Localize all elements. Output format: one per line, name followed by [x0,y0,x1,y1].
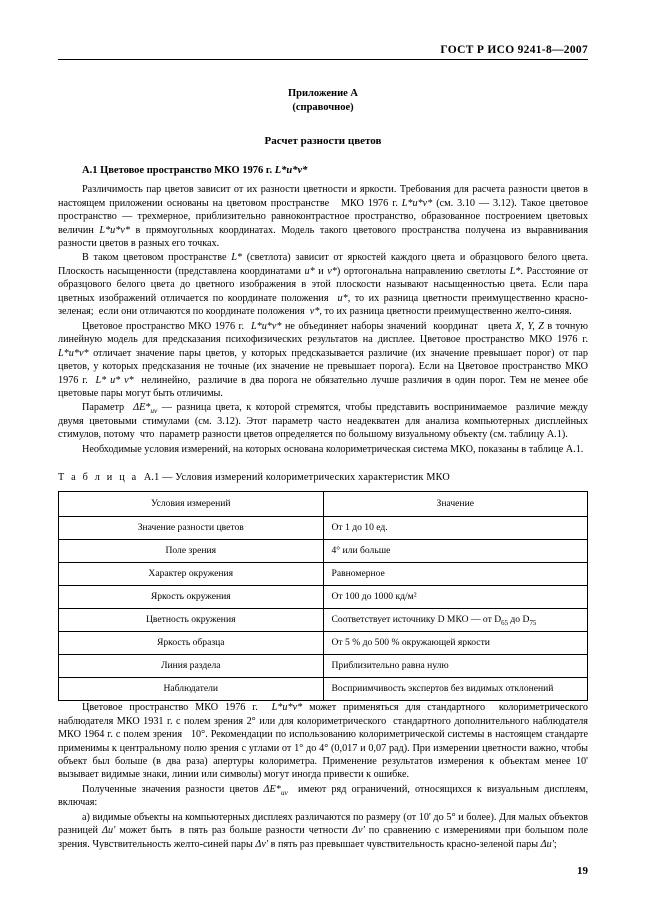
cell-condition: Линия раздела [59,655,324,678]
table-header-row [59,492,588,517]
table-caption-text: А.1 — Условия измерений колориметрических характеристик МКО [143,472,450,484]
table-row [59,517,588,540]
cell-value: Приблизительно равна нулю [323,655,588,678]
cell-value: От 1 до 10 ед. [323,517,588,540]
page-number: 19 [577,865,588,877]
paragraph-7: Полученные значения разности цветов $\Delta E*_{uv}$ имеют ряд ограничений, относящихся к визуальным дисплеям, включая: [58,783,588,809]
paragraph-3: Цветовое пространство МКО 1976 г. L*u*v* не объединяет наборы значений координат цвета X, Y, Z в точную линейную модель для предсказания психофизических результатов на дисплее. Цветовое пространство МКО 1976 г. L*u*v* отличает значение пары цветов, у которых предсказывается различие (их значение превышает порог) от пар цветов, у которых предсказания не точные (их значение не превышает порога). Если на Цветовое пространство МКО 1976 г. L* u* v* нелинейно, различие в два порога не обязательно лучше различия в один порог. Тем не менее обе цветовые пары могут быть отличимы. [58,320,589,400]
standard-reference: ГОСТ Р ИСО 9241-8—2007 [440,44,588,56]
table-row [59,655,588,678]
table-row [59,632,588,655]
header-divider [58,59,588,60]
cell-condition: Яркость окружения [59,586,324,609]
cie-conditions-table [58,491,588,701]
table-row [59,563,588,586]
page-header [58,0,588,56]
paragraph-6: Цветовое пространство МКО 1976 г. L*u*v* может применяться для стандартного колориметрического наблюдателя МКО 1931 г. с полем зрения 2° или для колориметрического стандартного дополнительного наблюдателя МКО 1964 г. с полем зрения 10°. Рекомендации по использованию колориметрической системы в настоящем стандарте применимы к центральному полю зрения с углами от 1° до 4° (0,017 и 0,07 рад). При измерении цветности важно, чтобы объект был больше (в два раза) апертуры колориметра. Применение результатов измерения к объектам менее 10' вызывает видимые знаки, линии или символы) могут иногда привести к ошибке. [58,702,588,781]
cell-condition: Яркость образца [59,632,324,655]
cell-condition: Значение разности цветов [59,517,324,540]
paragraph-4: Параметр $\Delta E*_{uv}$ — разница цвета, к которой стремятся, чтобы представить воспринимаемое различие между двумя цветовыми стимулами (см. 3.12). Этот параметр часто неадекватен для анализа компьютерных дисплейных стимулов, потому что параметр разности цветов определяется по большому визуальному объекту (см. таблицу А.1). [58,402,588,441]
annex-title: Приложение А [287,88,359,99]
annex-subtitle: (справочное) [292,102,354,114]
table-row [59,540,588,563]
cell-condition: Наблюдатели [59,678,324,701]
paragraph-1: Различимость пар цветов зависит от их разности цветности и яркости. Требования для расчета разности цветов в настоящем приложении основаны на цветовом пространстве МКО 1976 г. L*u*v* (см. 3.10 — 3.12). Такое цветовое пространство — трехмерное, приблизительно равноконтрастное пространство, образованное построением цветовых величин L*u*v* в прямоугольных координатах. Модель такого цветового пространства получена из выравнивания разности цветов в разных его точках. [58,184,589,250]
cell-value: Соответствует источнику D МКО — от $D_{65}$ до $D_{75}$ [323,609,588,632]
table-caption: Т а б л и ц а А.1 — Условия измерений колориметрических характеристик МКО [58,472,450,484]
cell-condition: Цветность окружения [59,609,324,632]
paragraph-2: В таком цветовом пространстве L* (светлота) зависит от яркостей каждого цвета и образцового белого цвета. Плоскость насыщенности (представлена координатами u* и v*) ортогональна направлению светлоты L*. Расстояние от образцового белого цвета до цветного изображения в этой плоскости называют насыщенностью цвета. Если пара цветных изображений отличается по координате положения u*, то их разница цветности преимущественно красно-зеленая; если они отличаются по координате положения v*, то их разница цветности преимущественно желто-синяя. [58,252,589,318]
cell-value: 4° или больше [323,540,588,563]
column-header-conditions: Условия измерений [59,492,324,517]
cell-condition: Характер окружения [59,563,324,586]
table-row [59,586,588,609]
cell-value: Равномерное [323,563,588,586]
table-row [59,609,588,632]
cell-value: От 100 до 1000 кд/м² [323,586,588,609]
paragraph-8: а) видимые объекты на компьютерных дисплеях различаются по размеру (от 10' до 5° и более). Для малых объектов разницей Δu' может быть в пять раз больше разности четности Δv' по сравнению с измерениями при большом поле зрения. Чувствительность желто-синей пары Δv' в пять раз превышает чувствительность красно-зеленой пары Δu'; [58,811,588,850]
cell-value: Восприимчивость экспертов без видимых отклонений [323,678,588,701]
section-heading: А.1 Цветовое пространство МКО 1976 г. L*u*v* [82,165,308,177]
page-title: Расчет разности цветов [264,135,382,148]
cell-value: От 5 % до 500 % окружающей яркости [323,632,588,655]
paragraph-5: Необходимые условия измерений, на которых основана колориметрическая система МКО, показаны в таблице А.1. [82,443,584,455]
cell-condition: Поле зрения [59,540,324,563]
column-header-value: Значение [323,492,588,517]
table-row [59,678,588,701]
